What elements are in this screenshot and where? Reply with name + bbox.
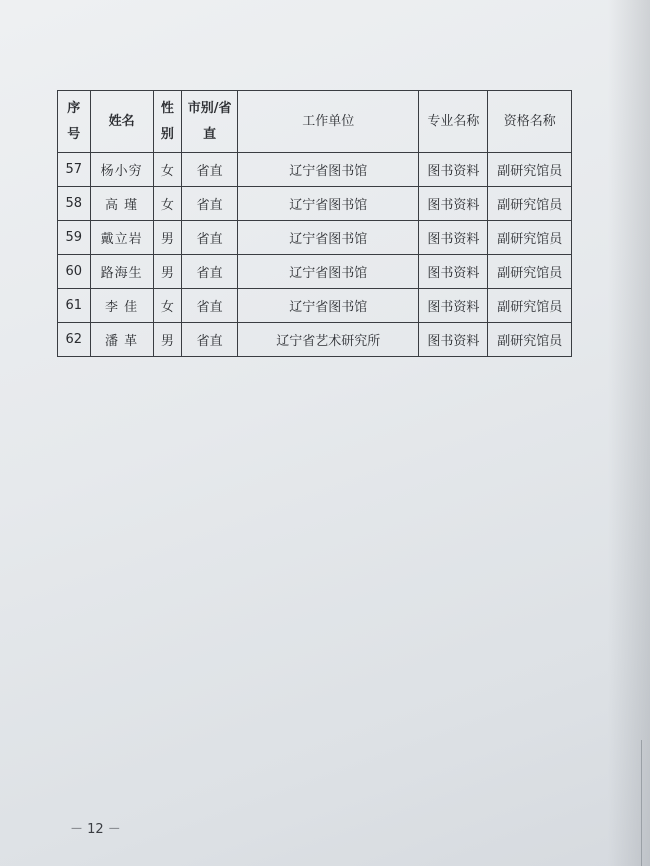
cell-unit: 辽宁省艺术研究所 bbox=[238, 323, 419, 357]
cell-major: 图书资料 bbox=[419, 187, 488, 221]
cell-major: 图书资料 bbox=[419, 255, 488, 289]
cell-city: 省直 bbox=[182, 221, 238, 255]
cell-no: 59 bbox=[58, 221, 91, 255]
cell-major: 图书资料 bbox=[419, 323, 488, 357]
header-name: 姓名 bbox=[90, 91, 153, 153]
cell-major: 图书资料 bbox=[419, 289, 488, 323]
table-header-row bbox=[58, 91, 572, 153]
cell-no: 62 bbox=[58, 323, 91, 357]
cell-title: 副研究馆员 bbox=[488, 153, 572, 187]
cell-city: 省直 bbox=[182, 323, 238, 357]
cell-title: 副研究馆员 bbox=[488, 221, 572, 255]
qualification-table bbox=[57, 90, 572, 357]
cell-title: 副研究馆员 bbox=[488, 323, 572, 357]
page-edge-line bbox=[641, 740, 642, 866]
cell-city: 省直 bbox=[182, 153, 238, 187]
cell-major: 图书资料 bbox=[419, 153, 488, 187]
cell-name: 路海生 bbox=[90, 255, 153, 289]
header-city: 市别/省直 bbox=[182, 91, 238, 153]
header-no: 序号 bbox=[58, 91, 91, 153]
cell-name: 戴立岩 bbox=[90, 221, 153, 255]
cell-name: 高 瑾 bbox=[90, 187, 153, 221]
table-row bbox=[58, 255, 572, 289]
cell-unit: 辽宁省图书馆 bbox=[238, 255, 419, 289]
cell-title: 副研究馆员 bbox=[488, 187, 572, 221]
cell-major: 图书资料 bbox=[419, 221, 488, 255]
cell-name: 潘 革 bbox=[90, 323, 153, 357]
header-unit: 工作单位 bbox=[238, 91, 419, 153]
cell-title: 副研究馆员 bbox=[488, 255, 572, 289]
cell-unit: 辽宁省图书馆 bbox=[238, 221, 419, 255]
table-row bbox=[58, 221, 572, 255]
cell-sex: 男 bbox=[153, 323, 181, 357]
cell-city: 省直 bbox=[182, 289, 238, 323]
cell-no: 60 bbox=[58, 255, 91, 289]
table-row bbox=[58, 289, 572, 323]
cell-title: 副研究馆员 bbox=[488, 289, 572, 323]
cell-no: 58 bbox=[58, 187, 91, 221]
cell-sex: 女 bbox=[153, 153, 181, 187]
table-row bbox=[58, 153, 572, 187]
cell-city: 省直 bbox=[182, 255, 238, 289]
header-sex: 性别 bbox=[153, 91, 181, 153]
cell-unit: 辽宁省图书馆 bbox=[238, 289, 419, 323]
cell-name: 杨小穷 bbox=[90, 153, 153, 187]
header-title: 资格名称 bbox=[488, 91, 572, 153]
cell-unit: 辽宁省图书馆 bbox=[238, 153, 419, 187]
page-edge-shadow bbox=[608, 0, 650, 866]
cell-name: 李 佳 bbox=[90, 289, 153, 323]
cell-unit: 辽宁省图书馆 bbox=[238, 187, 419, 221]
cell-sex: 男 bbox=[153, 221, 181, 255]
page-number: － 12 － bbox=[70, 822, 121, 837]
cell-sex: 女 bbox=[153, 187, 181, 221]
cell-sex: 女 bbox=[153, 289, 181, 323]
cell-no: 61 bbox=[58, 289, 91, 323]
table-row bbox=[58, 187, 572, 221]
header-major: 专业名称 bbox=[419, 91, 488, 153]
cell-sex: 男 bbox=[153, 255, 181, 289]
cell-no: 57 bbox=[58, 153, 91, 187]
cell-city: 省直 bbox=[182, 187, 238, 221]
table-row bbox=[58, 323, 572, 357]
